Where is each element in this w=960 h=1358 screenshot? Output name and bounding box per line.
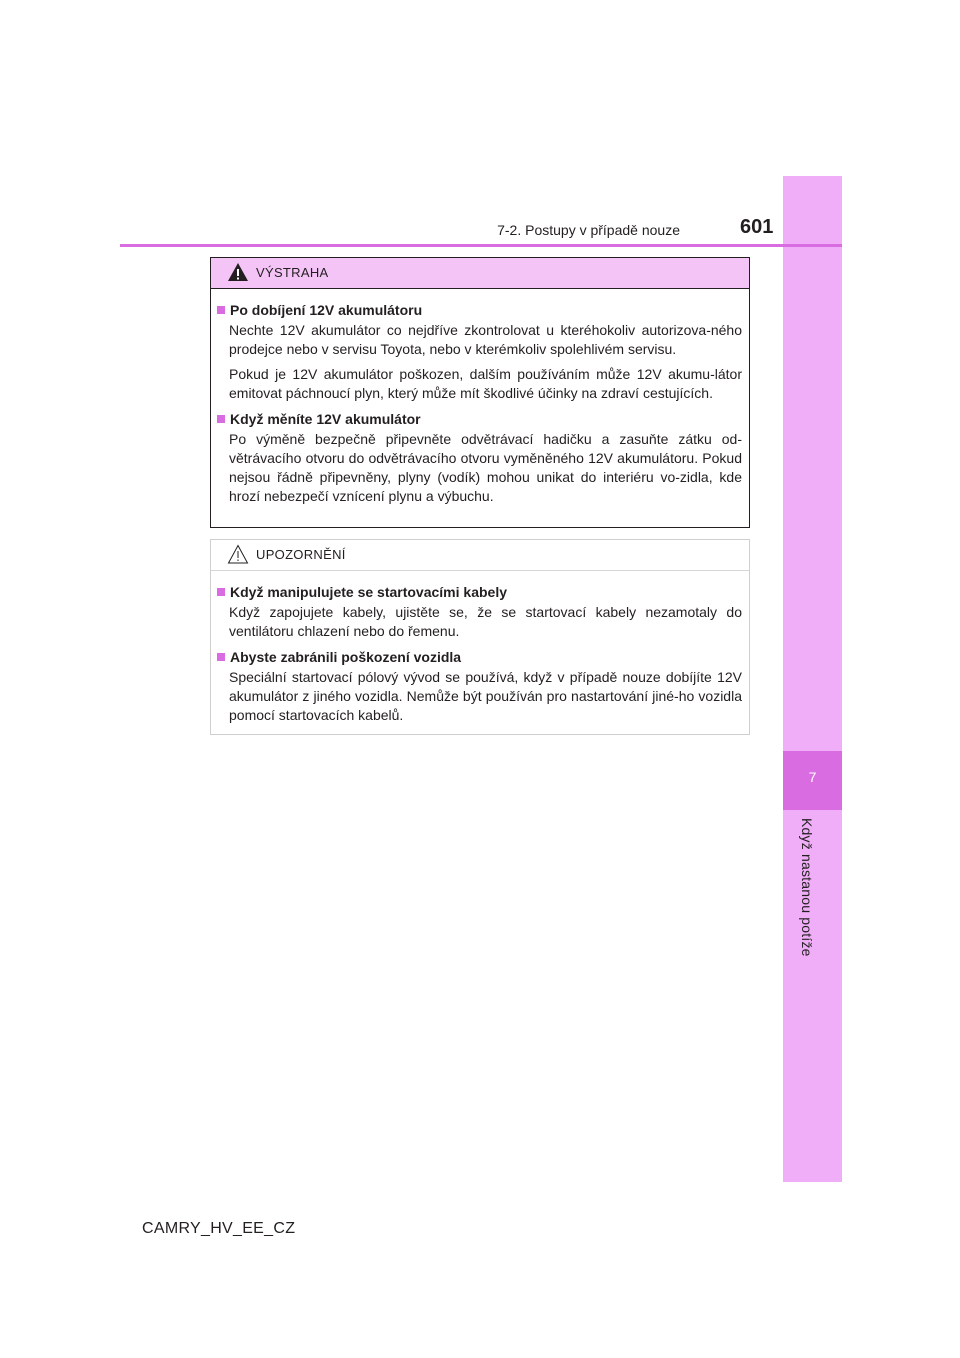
caution-item-title-row: [217, 648, 742, 666]
caution-item-title-row: [217, 583, 742, 601]
warning-item-paragraph: Nechte 12V akumulátor co nejdříve zkontrolovat u kteréhokoliv autorizova-ného prodejce nebo v servisu Toyota, nebo v kterémkoliv spolehlivém servisu.: [229, 322, 742, 357]
chapter-number: 7: [808, 769, 817, 785]
chapter-number-box: [783, 751, 842, 810]
square-bullet-icon: [217, 415, 225, 423]
warning-item-title-row: [217, 410, 742, 428]
caution-box: [210, 539, 750, 735]
square-bullet-icon: [217, 588, 225, 596]
caution-body: [211, 571, 749, 725]
caution-header: [211, 540, 749, 571]
warning-body: [211, 289, 749, 506]
warning-item: [217, 301, 742, 403]
caution-item-paragraph: Speciální startovací pólový vývod se používá, když v případě nouze dobíjíte 12V akumulátor z jiného vozidla. Nemůže být používán pro nastartování jiné-ho vozidla pomocí startovacích kabelů.: [229, 669, 742, 723]
caution-triangle-icon: [227, 544, 249, 564]
warning-item-title: Když měníte 12V akumulátor: [230, 411, 421, 427]
section-title: 7-2. Postupy v případě nouze: [497, 222, 680, 238]
square-bullet-icon: [217, 306, 225, 314]
page-number: 601: [740, 216, 774, 238]
caution-label: UPOZORNĚNÍ: [256, 547, 346, 562]
square-bullet-icon: [217, 653, 225, 661]
warning-box: [210, 257, 750, 528]
warning-triangle-icon: [227, 262, 249, 282]
warning-item-title-row: [217, 301, 742, 319]
caution-item-title: Abyste zabránili poškození vozidla: [230, 649, 462, 665]
header-divider: [120, 244, 842, 247]
chapter-side-tab: [783, 176, 842, 1182]
warning-item-title: Po dobíjení 12V akumulátoru: [230, 302, 423, 318]
warning-item: [217, 410, 742, 506]
caution-item-paragraph: Když zapojujete kabely, ujistěte se, že se startovací kabely nezamotaly do ventilátoru chlazení nebo do řemenu.: [229, 604, 742, 639]
warning-header: [211, 258, 749, 289]
warning-item-paragraph: Pokud je 12V akumulátor poškozen, dalším používáním může 12V akumu-látor emitovat páchnoucí plyn, který může mít škodlivé účinky na zdraví cestujících.: [229, 366, 742, 401]
caution-item: [217, 583, 742, 641]
warning-label: VÝSTRAHA: [256, 265, 329, 280]
chapter-title: Když nastanou potíže: [799, 818, 815, 957]
caution-item-title: Když manipulujete se startovacími kabely: [230, 584, 507, 600]
caution-item: [217, 648, 742, 725]
document-code: CAMRY_HV_EE_CZ: [142, 1220, 296, 1237]
warning-item-paragraph: Po výměně bezpečně připevněte odvětrávací hadičku a zasuňte zátku od-větrávacího otvoru do odvětrávacího otvoru vyměněného 12V akumulátoru. Pokud nejsou řádně připevněny, plyny (vodík) mohou unikat do interiéru vo-zidla, kde hrozí nebezpečí vznícení plynu a výbuchu.: [229, 431, 742, 504]
